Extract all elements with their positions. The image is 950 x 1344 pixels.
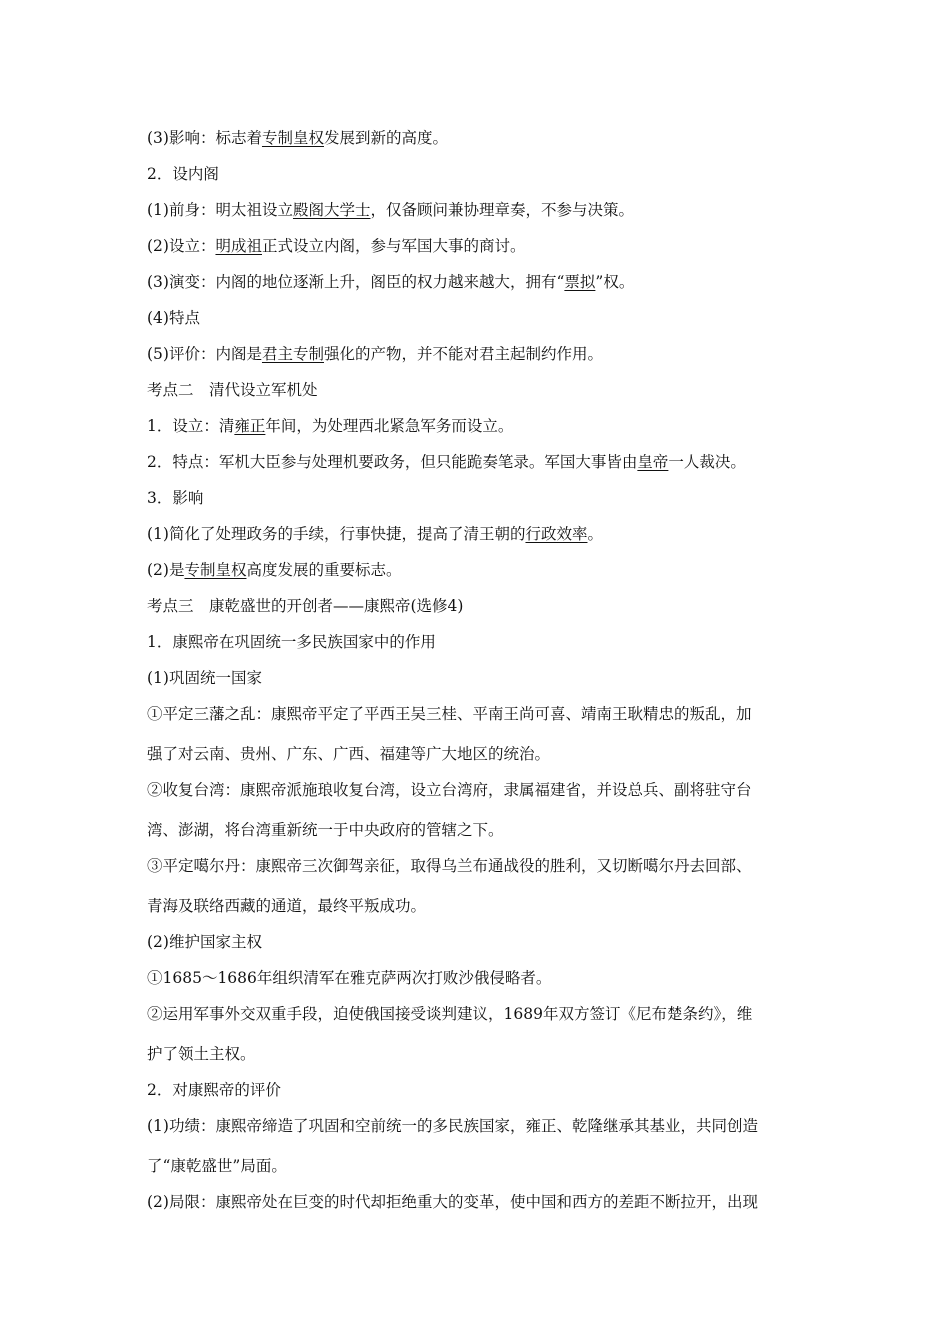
text-line bbox=[147, 780, 752, 800]
text-line bbox=[147, 452, 746, 472]
key-term: 殿阁大学士 bbox=[292, 201, 371, 219]
text-line bbox=[147, 1192, 758, 1212]
text-span: 正式设立内阁，参与军国大事的商讨。 bbox=[261, 237, 526, 255]
text-span: 高度发展的重要标志。 bbox=[246, 561, 402, 579]
text-span: 青海及联络西藏的通道，最终平叛成功。 bbox=[147, 897, 427, 915]
text-line bbox=[147, 200, 634, 220]
text-line bbox=[147, 704, 752, 724]
text-line bbox=[147, 128, 448, 148]
text-span: ，仅备顾问兼协理章奏，不参与决策。 bbox=[370, 201, 634, 219]
text-span: 年间，为处理西北紧急军务而设立。 bbox=[265, 417, 514, 435]
text-line bbox=[147, 896, 426, 916]
key-term: 票拟 bbox=[564, 273, 596, 291]
text-line bbox=[147, 308, 200, 328]
text-line bbox=[147, 416, 513, 436]
text-span: (2)局限：康熙帝处在巨变的时代却拒绝重大的变革，使中国和西方的差距不断拉开，出现 bbox=[147, 1193, 758, 1211]
key-term: 雍正 bbox=[234, 417, 266, 435]
text-span: 2．特点：军机大臣参与处理机要政务，但只能跪奏笔录。军国大事皆由 bbox=[147, 453, 638, 471]
text-span: ②运用军事外交双重手段，迫使俄国接受谈判建议，1689年双方签订《尼布楚条约》，维 bbox=[147, 1005, 753, 1023]
text-span: (3)影响：标志着 bbox=[147, 129, 262, 147]
text-span: 1．设立：清 bbox=[147, 417, 235, 435]
text-span: 1．康熙帝在巩固统一多民族国家中的作用 bbox=[147, 633, 436, 651]
text-span: 强了对云南、贵州、广东、广西、福建等广大地区的统治。 bbox=[147, 745, 551, 763]
text-line bbox=[147, 668, 262, 688]
text-span: 。 bbox=[587, 525, 603, 543]
text-span: 考点三 康乾盛世的开创者——康熙帝(选修4) bbox=[147, 597, 464, 615]
text-span: (2)是 bbox=[147, 561, 185, 579]
text-span: 发展到新的高度。 bbox=[323, 129, 448, 147]
text-span: (2)维护国家主权 bbox=[147, 933, 262, 951]
text-line bbox=[147, 524, 603, 544]
text-span: 3．影响 bbox=[147, 489, 204, 507]
text-line bbox=[147, 380, 318, 400]
text-span: (4)特点 bbox=[147, 309, 200, 327]
text-line bbox=[147, 488, 203, 508]
text-line bbox=[147, 968, 551, 988]
text-span: (3)演变：内阁的地位逐渐上升，阁臣的权力越来越大，拥有“ bbox=[147, 273, 565, 291]
text-line bbox=[147, 932, 262, 952]
text-span: ②收复台湾：康熙帝派施琅收复台湾，设立台湾府，隶属福建省，并设总兵、副将驻守台 bbox=[147, 781, 752, 799]
text-line bbox=[147, 344, 603, 364]
key-term: 专制皇权 bbox=[184, 561, 247, 579]
text-line bbox=[147, 1116, 758, 1136]
text-span: ①1685～1686年组织清军在雅克萨两次打败沙俄侵略者。 bbox=[147, 969, 552, 987]
text-line bbox=[147, 1080, 281, 1100]
key-term: 明成祖 bbox=[215, 237, 262, 255]
text-line bbox=[147, 164, 219, 184]
text-line bbox=[147, 272, 634, 292]
text-span: (1)巩固统一国家 bbox=[147, 669, 262, 687]
text-line bbox=[147, 236, 526, 256]
text-line bbox=[147, 1004, 752, 1024]
text-span: 2．对康熙帝的评价 bbox=[147, 1081, 281, 1099]
key-term: 专制皇权 bbox=[261, 129, 324, 147]
text-line bbox=[147, 744, 550, 764]
text-span: 强化的产物，并不能对君主起制约作用。 bbox=[323, 345, 603, 363]
text-span: 一人裁决。 bbox=[668, 453, 746, 471]
text-span: 考点二 清代设立军机处 bbox=[147, 381, 318, 399]
text-line bbox=[147, 1044, 256, 1064]
text-span: (5)评价：内阁是 bbox=[147, 345, 262, 363]
text-span: ①平定三藩之乱：康熙帝平定了平西王吴三桂、平南王尚可喜、靖南王耿精忠的叛乱，加 bbox=[147, 705, 752, 723]
text-span: 护了领土主权。 bbox=[147, 1045, 256, 1063]
text-span: ”权。 bbox=[595, 273, 635, 291]
text-span: (2)设立： bbox=[147, 237, 216, 255]
key-term: 皇帝 bbox=[637, 453, 669, 471]
text-span: 2．设内阁 bbox=[147, 165, 219, 183]
text-line bbox=[147, 596, 463, 616]
text-line bbox=[147, 820, 504, 840]
text-span: 湾、澎湖，将台湾重新统一于中央政府的管辖之下。 bbox=[147, 821, 504, 839]
key-term: 行政效率 bbox=[525, 525, 588, 543]
text-span: ③平定噶尔丹：康熙帝三次御驾亲征，取得乌兰布通战役的胜利，又切断噶尔丹去回部、 bbox=[147, 857, 752, 875]
text-span: (1)前身：明太祖设立 bbox=[147, 201, 293, 219]
text-line bbox=[147, 1156, 287, 1176]
text-span: 了“康乾盛世”局面。 bbox=[147, 1157, 287, 1175]
key-term: 君主专制 bbox=[261, 345, 324, 363]
text-line bbox=[147, 560, 402, 580]
text-span: (1)功绩：康熙帝缔造了巩固和空前统一的多民族国家，雍正、乾隆继承其基业，共同创造 bbox=[147, 1117, 758, 1135]
text-span: (1)简化了处理政务的手续，行事快捷，提高了清王朝的 bbox=[147, 525, 526, 543]
text-line bbox=[147, 632, 436, 652]
text-line bbox=[147, 856, 752, 876]
